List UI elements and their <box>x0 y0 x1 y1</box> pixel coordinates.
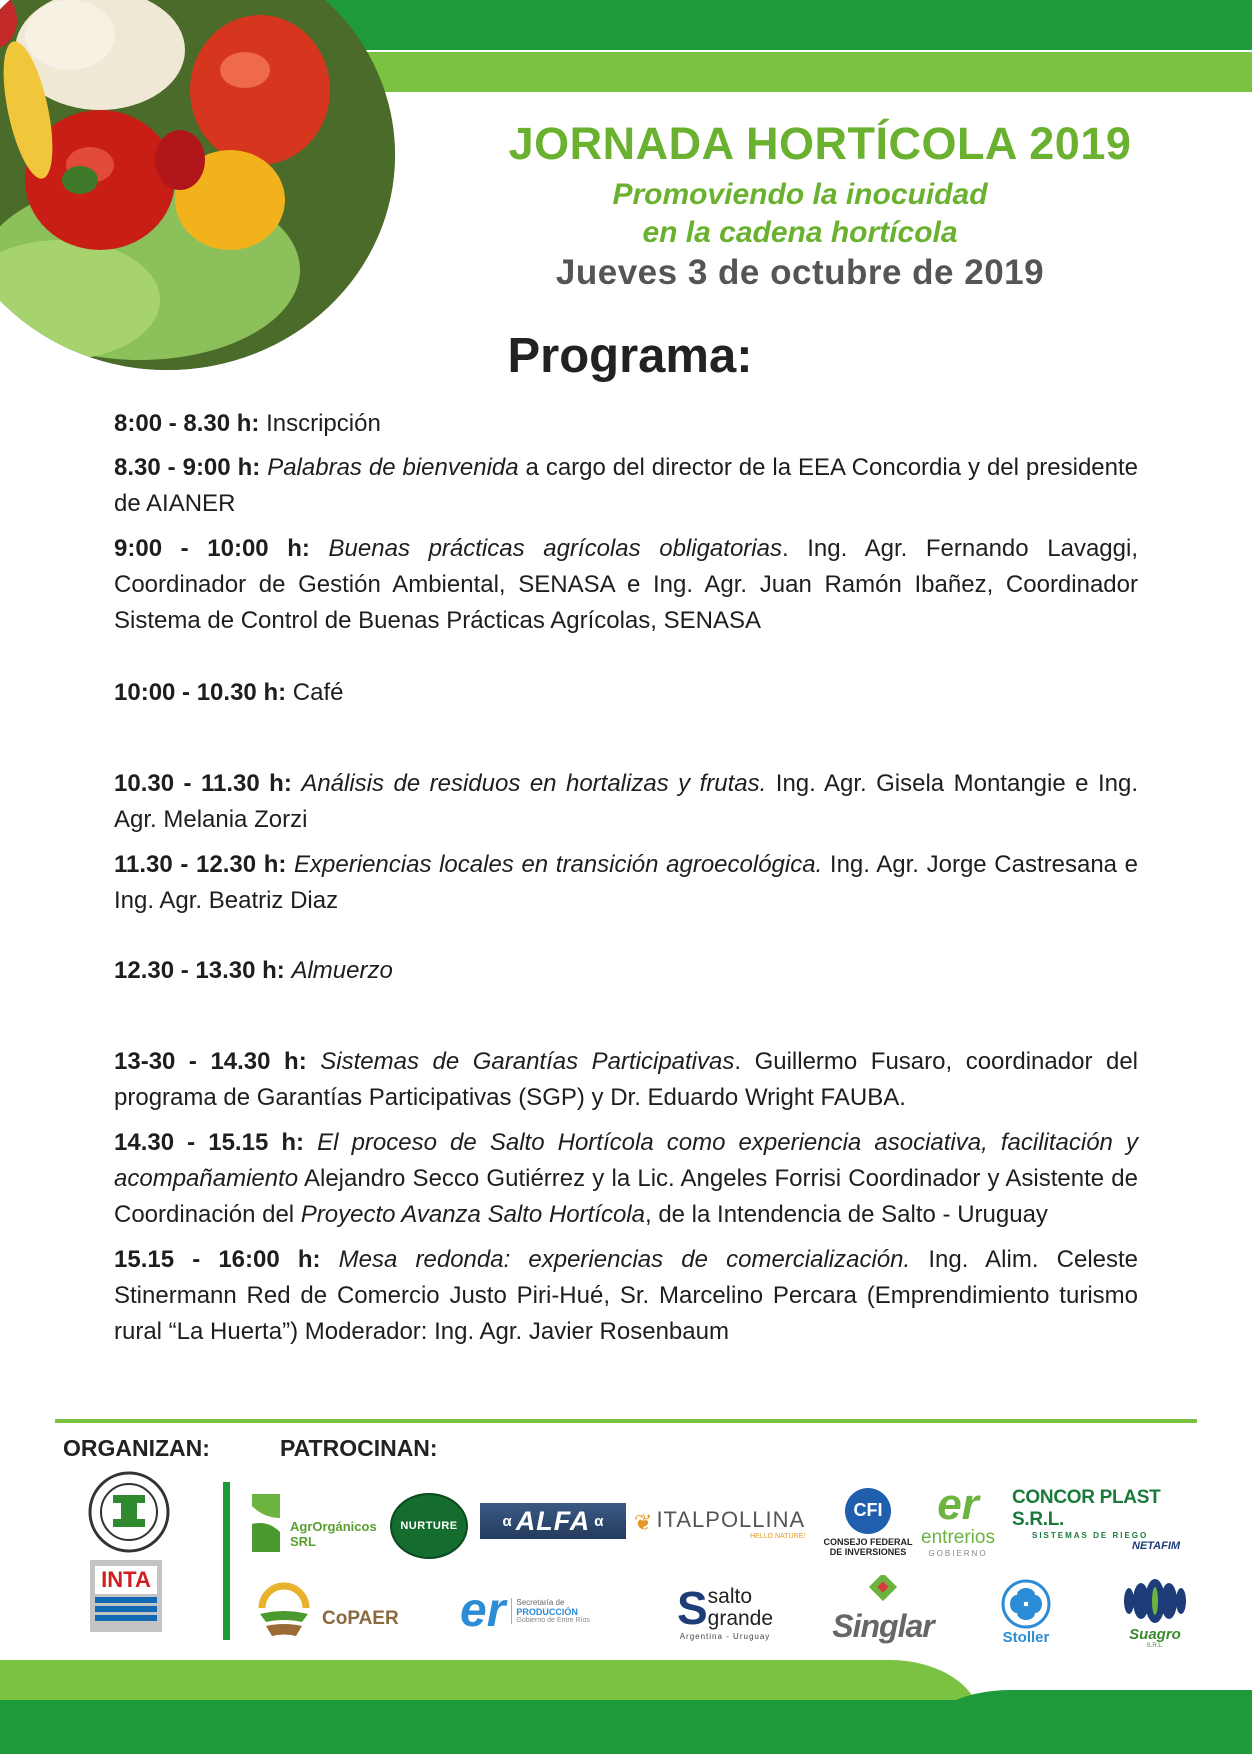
saltogrande-words <box>708 1586 773 1630</box>
cfi-circle <box>845 1488 891 1534</box>
copaer-logo <box>252 1578 417 1642</box>
entry-text: Alejandro Secco Gutiérrez y la Lic. Angeles Forrisi Coordinador y Asistente de Coordinación del <box>114 1165 1138 1228</box>
nurture-text: NURTURE <box>400 1520 458 1532</box>
aianer-seal-icon <box>88 1471 170 1553</box>
sponsors-separator <box>223 1482 230 1640</box>
entry-text: Ing. Agr. Jorge Castresana e Ing. Agr. Beatriz Diaz <box>114 851 1139 914</box>
stoller-logo <box>992 1572 1060 1652</box>
vegetables-photo <box>0 0 395 370</box>
entry-topic: Mesa redonda: experiencias de comercialización. <box>338 1246 911 1273</box>
produccion-logo <box>460 1583 610 1639</box>
italpollina-text-block <box>656 1507 805 1540</box>
entry-time: 15.15 - 16:00 h: <box>114 1246 321 1273</box>
agroorganicos-name: AgrOrgánicos <box>290 1519 377 1534</box>
aianer-logo <box>88 1471 170 1553</box>
entry-topic: Palabras de bienvenida <box>267 454 519 481</box>
program-entry <box>114 675 1138 711</box>
inta-logo <box>90 1560 162 1632</box>
entry-text: Inscripción <box>259 410 381 437</box>
program-entry <box>114 406 1138 442</box>
program-entry <box>114 1125 1138 1233</box>
event-title: JORNADA HORTÍCOLA 2019 <box>508 118 1132 169</box>
entry-time: 14.30 - 15.15 h: <box>114 1129 305 1156</box>
produccion-text-block <box>511 1598 590 1624</box>
leaf-icon <box>250 1492 286 1554</box>
entry-time: 12.30 - 13.30 h: <box>114 957 285 984</box>
suagro-logo <box>1112 1572 1198 1652</box>
event-subtitle <box>520 176 1080 252</box>
singlar-text: Singlar <box>832 1608 934 1644</box>
alfa-symbol-icon: α <box>594 1512 604 1530</box>
er-mark-icon: er <box>460 1584 506 1637</box>
program-entry <box>114 1044 1138 1116</box>
produccion-line-3: Gobierno de Entre Ríos <box>516 1617 590 1624</box>
entry-text: . Ing. Agr. Fernando Lavaggi, Coordinador de Gestión Ambiental, SENASA e Ing. Agr. Juan Ramón Ibañez, Coordinador Sistema de Control de Buenas Prácticas Agrícolas, SENASA <box>114 535 1138 634</box>
agroorganicos-text <box>290 1519 377 1549</box>
entry-time: 8:00 - 8.30 h: <box>114 410 260 437</box>
entry-topic: Experiencias locales en transición agroecológica. <box>294 851 823 878</box>
footer-divider <box>55 1419 1197 1423</box>
organizan-label: ORGANIZAN: <box>63 1435 210 1461</box>
footer-band-dark <box>0 1700 1252 1754</box>
inta-text: INTA <box>95 1566 157 1594</box>
entrerios-logo <box>908 1478 1008 1562</box>
program-entry <box>114 847 1138 919</box>
entry-topic: Almuerzo <box>291 957 393 984</box>
inta-stripe <box>95 1615 157 1621</box>
cfi-text: CFI <box>853 1500 883 1520</box>
suagro-leaves-icon <box>1115 1576 1195 1626</box>
singlar-diamond-icon <box>863 1575 903 1609</box>
program-entry <box>114 953 1138 989</box>
program-heading: Programa: <box>507 329 753 383</box>
program-list <box>114 406 1138 1350</box>
inta-stripe <box>95 1606 157 1612</box>
agroorganicos-logo <box>250 1488 380 1558</box>
italpollina-logo <box>634 1502 814 1544</box>
saltogrande-line-2: grande <box>707 1606 774 1630</box>
entry-topic: Proyecto Avanza Salto Hortícola <box>300 1201 645 1228</box>
subtitle-line-2: en la cadena hortícola <box>642 216 958 249</box>
entry-time: 8.30 - 9:00 h: <box>114 454 261 481</box>
saltogrande-mark <box>676 1581 774 1634</box>
italpollina-name: ITALPOLLINA <box>656 1506 806 1532</box>
produccion-line-2: PRODUCCIÓN <box>516 1607 578 1617</box>
saltogrande-line-1: salto <box>707 1584 752 1608</box>
entry-text: a cargo del director de la EEA Concordia y del presidente de AIANER <box>114 454 1138 517</box>
entry-time: 9:00 - 10:00 h: <box>114 535 310 562</box>
suagro-text: Suagro <box>1129 1625 1181 1643</box>
singlar-logo <box>828 1570 938 1648</box>
alfa-logo <box>480 1503 626 1539</box>
agroorganicos-srl: SRL <box>290 1534 316 1549</box>
er-mark-icon: er <box>937 1479 979 1529</box>
vegetables-illustration <box>0 0 395 370</box>
stoller-text: Stoller <box>1002 1628 1050 1646</box>
entry-topic: El proceso de Salto Hortícola como experiencia asociativa, facilitación y acompañamiento <box>114 1129 1139 1192</box>
saltogrande-logo <box>660 1578 790 1646</box>
italpollina-tagline: HELLO NATURE! <box>750 1532 806 1540</box>
entry-text: Ing. Alim. Celeste Stinermann Red de Comercio Justo Piri-Hué, Sr. Marcelino Percara (Emprendimiento turismo rural “La Huerta”) Moderador: Ing. Agr. Javier Rosenbaum <box>114 1246 1139 1345</box>
entrerios-sub: GOBIERNO <box>928 1548 988 1558</box>
entry-text: . Guillermo Fusaro, coordinador del programa de Garantías Participativas (SGP) y Dr. Eduardo Wright FAUBA. <box>114 1048 1139 1111</box>
netafim-text: NETAFIM <box>1132 1539 1181 1552</box>
program-entry <box>114 450 1138 522</box>
inta-stripe <box>95 1597 157 1603</box>
program-entry <box>114 1242 1138 1350</box>
entry-time: 11.30 - 12.30 h: <box>114 851 287 878</box>
copaer-text: CoPAER <box>322 1608 399 1629</box>
sun-field-icon <box>252 1578 316 1642</box>
suagro-sub: S.R.L. <box>1146 1642 1164 1649</box>
event-date: Jueves 3 de octubre de 2019 <box>555 253 1045 292</box>
entrerios-text: entrerios <box>921 1526 995 1548</box>
produccion-line-1: Secretaría de <box>516 1598 565 1607</box>
cfi-logo <box>820 1486 916 1558</box>
entry-text: Ing. Agr. Gisela Montangie e Ing. Agr. Melania Zorzi <box>114 770 1139 833</box>
stoller-emblem-icon <box>1001 1579 1051 1629</box>
alfa-symbol-icon: α <box>502 1512 512 1530</box>
program-entry <box>114 531 1138 639</box>
entry-time: 10.30 - 11.30 h: <box>114 770 292 797</box>
program-entry <box>114 766 1138 838</box>
concorplast-sub: SISTEMAS DE RIEGO <box>1032 1530 1149 1540</box>
entry-time: 13-30 - 14.30 h: <box>114 1048 307 1075</box>
subtitle-line-1: Promoviendo la inocuidad <box>612 178 988 211</box>
entry-topic: Análisis de residuos en hortalizas y frutas. <box>301 770 767 797</box>
concorplast-name: CONCOR PLAST S.R.L. <box>1012 1486 1161 1530</box>
entry-text: , de la Intendencia de Salto - Uruguay <box>644 1201 1048 1228</box>
nurture-logo <box>390 1493 468 1559</box>
s-mark-icon: S <box>676 1581 708 1634</box>
entry-time: 10:00 - 10.30 h: <box>114 679 287 706</box>
concorplast-logo <box>1012 1486 1214 1552</box>
cfi-line-2: DE INVERSIONES <box>829 1546 907 1557</box>
alfa-text: ALFA <box>515 1505 591 1536</box>
rooster-icon: ❦ <box>634 1510 653 1535</box>
cfi-line-1: CONSEJO FEDERAL <box>823 1536 913 1547</box>
entry-text: Café <box>286 679 344 706</box>
saltogrande-sub: Argentina - Uruguay <box>679 1631 771 1641</box>
entry-topic: Sistemas de Garantías Participativas <box>320 1048 735 1075</box>
entry-topic: Buenas prácticas agrícolas obligatorias <box>328 535 782 562</box>
patrocinan-label: PATROCINAN: <box>280 1435 438 1461</box>
